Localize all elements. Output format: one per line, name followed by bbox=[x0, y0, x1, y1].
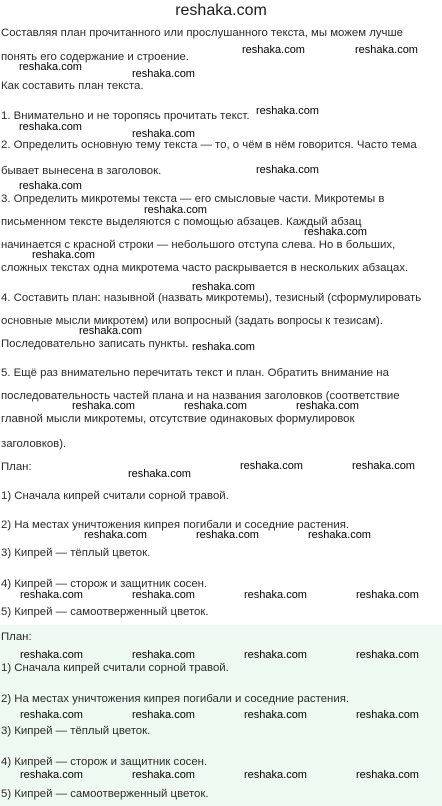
watermark: reshaka.com bbox=[144, 204, 207, 216]
watermark: reshaka.com bbox=[19, 61, 82, 73]
step-3: 3. Определить микротемы текста — его смысловые части. Микротемы в bbox=[1, 193, 385, 205]
step-5: заголовков). bbox=[1, 438, 67, 450]
watermark: reshaka.com bbox=[20, 589, 83, 601]
watermark: reshaka.com bbox=[308, 529, 371, 541]
step-5: последовательность частей плана и на названия заголовков (соответствие bbox=[1, 390, 400, 402]
step-5: 5. Ещё раз внимательно перечитать текст и план. Обратить внимание на bbox=[1, 367, 389, 379]
step-4: 4. Составить план: назывной (назвать микротемы), тезисный (сформулировать bbox=[1, 292, 422, 304]
watermark: reshaka.com bbox=[244, 709, 307, 721]
watermark: reshaka.com bbox=[32, 249, 95, 261]
step-2: 2. Определить основную тему текста — то, о чём в нём говорится. Часто тема bbox=[1, 139, 417, 151]
watermark: reshaka.com bbox=[184, 400, 247, 412]
watermark: reshaka.com bbox=[356, 709, 419, 721]
watermark: reshaka.com bbox=[132, 589, 195, 601]
watermark: reshaka.com bbox=[356, 649, 419, 661]
intro-line: Составляя план прочитанного или прослушанного текста, мы можем лучше bbox=[1, 27, 403, 39]
watermark: reshaka.com bbox=[20, 649, 83, 661]
plan-item: 5) Кипрей — самоотверженный цветок. bbox=[1, 606, 209, 618]
watermark: reshaka.com bbox=[355, 44, 418, 56]
watermark: reshaka.com bbox=[356, 589, 419, 601]
site-watermark-header: reshaka.com bbox=[175, 2, 267, 19]
plan-heading: План: bbox=[1, 461, 32, 473]
answer-item: 4) Кипрей — сторож и защитник сосен. bbox=[1, 756, 208, 768]
watermark: reshaka.com bbox=[19, 180, 82, 192]
answer-item: 2) На местах уничтожения кипрея погибали и соседние растения. bbox=[1, 693, 350, 705]
step-2: бывает вынесена в заголовок. bbox=[1, 165, 162, 177]
plan-item: 3) Кипрей — тёплый цветок. bbox=[1, 547, 151, 559]
plan-item: 1) Сначала кипрей считали сорной травой. bbox=[1, 490, 229, 502]
watermark: reshaka.com bbox=[20, 709, 83, 721]
step-4: основные мысли микротем) или вопросный (задать вопросы к тезисам). bbox=[1, 315, 383, 327]
watermark: reshaka.com bbox=[132, 128, 195, 140]
watermark: reshaka.com bbox=[79, 325, 142, 337]
answer-item: 5) Кипрей — самоотверженный цветок. bbox=[1, 788, 209, 800]
watermark: reshaka.com bbox=[240, 460, 303, 472]
plan-item: 4) Кипрей — сторож и защитник сосен. bbox=[1, 578, 208, 590]
watermark: reshaka.com bbox=[304, 226, 367, 238]
watermark: reshaka.com bbox=[128, 468, 191, 480]
watermark: reshaka.com bbox=[132, 68, 195, 80]
watermark: reshaka.com bbox=[20, 769, 83, 781]
watermark: reshaka.com bbox=[256, 164, 319, 176]
watermark: reshaka.com bbox=[244, 589, 307, 601]
step-5: главной мысли микротемы, отсутствие одинаковых формулировок bbox=[1, 413, 355, 425]
watermark: reshaka.com bbox=[19, 121, 82, 133]
watermark: reshaka.com bbox=[132, 709, 195, 721]
watermark: reshaka.com bbox=[352, 460, 415, 472]
watermark: reshaka.com bbox=[192, 281, 255, 293]
watermark: reshaka.com bbox=[244, 649, 307, 661]
watermark: reshaka.com bbox=[242, 44, 305, 56]
step-1: 1. Внимательно и не торопясь прочитать текст. bbox=[1, 110, 250, 122]
watermark: reshaka.com bbox=[296, 400, 359, 412]
watermark: reshaka.com bbox=[196, 529, 259, 541]
watermark: reshaka.com bbox=[132, 769, 195, 781]
answer-item: 1) Сначала кипрей считали сорной травой. bbox=[1, 662, 229, 674]
step-3: письменном тексте выделяются с помощью абзацев. Каждый абзац bbox=[1, 216, 362, 228]
answer-heading: План: bbox=[1, 631, 32, 643]
watermark: reshaka.com bbox=[132, 649, 195, 661]
step-4: Последовательно записать пункты. bbox=[1, 338, 189, 350]
answer-item: 3) Кипрей — тёплый цветок. bbox=[1, 725, 151, 737]
intro-question: Как составить план текста. bbox=[1, 80, 144, 92]
intro-line: понять его содержание и строение. bbox=[1, 51, 189, 63]
watermark: reshaka.com bbox=[192, 341, 255, 353]
plan-item: 2) На местах уничтожения кипрея погибали и соседние растения. bbox=[1, 519, 350, 531]
watermark: reshaka.com bbox=[84, 529, 147, 541]
watermark: reshaka.com bbox=[244, 769, 307, 781]
watermark: reshaka.com bbox=[256, 105, 319, 117]
watermark: reshaka.com bbox=[356, 769, 419, 781]
step-3: начинается с красной строки — небольшого отступа слева. Но в больших, bbox=[1, 239, 396, 251]
watermark: reshaka.com bbox=[72, 400, 135, 412]
step-3: сложных текстах одна микротема часто раскрывается в нескольких абзацах. bbox=[1, 262, 409, 274]
